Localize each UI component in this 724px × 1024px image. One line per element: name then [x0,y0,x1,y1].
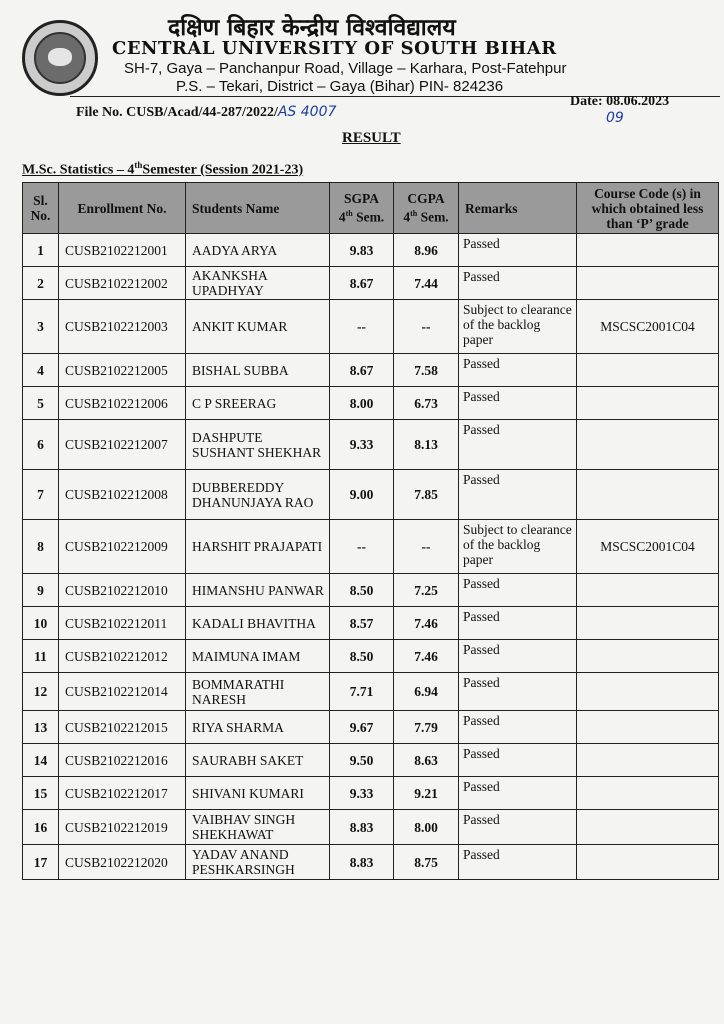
cell-sl: 4 [23,354,59,387]
header-remarks: Remarks [459,183,577,234]
university-name-hindi: दक्षिण बिहार केन्द्रीय विश्वविद्यालय [168,15,456,41]
cell-name: BISHAL SUBBA [186,354,330,387]
cell-remarks: Passed [459,673,577,711]
cell-enroll: CUSB2102212005 [59,354,186,387]
header-course-codes: Course Code (s) in which obtained less than ‘P’ grade [577,183,719,234]
cell-enroll: CUSB2102212007 [59,420,186,470]
table-row [23,520,719,574]
cell-course: MSCSC2001C04 [577,520,719,574]
cell-name: BOMMARATHI NARESH [186,673,330,711]
file-number: File No. CUSB/Acad/44-287/2022/AS 4007 [76,104,337,120]
cell-cgpa: 8.63 [394,744,459,777]
cell-cgpa: 8.75 [394,845,459,880]
cell-sgpa: -- [330,300,394,354]
cell-name: MAIMUNA IMAM [186,640,330,673]
cell-enroll: CUSB2102212001 [59,234,186,267]
cell-name: YADAV ANAND PESHKARSINGH [186,845,330,880]
cell-sl: 1 [23,234,59,267]
issue-date: Date: 08.06.2023 [570,94,670,109]
cell-enroll: CUSB2102212010 [59,574,186,607]
cell-sl: 3 [23,300,59,354]
cell-sgpa: 8.83 [330,810,394,845]
cell-name: RIYA SHARMA [186,711,330,744]
program-subtitle: M.Sc. Statistics – 4thSemester (Session 2021-23) [22,160,304,178]
header-sgpa: SGPA 4th Sem. [330,183,394,234]
cell-name: DUBBEREDDY DHANUNJAYA RAO [186,470,330,520]
table-row [23,574,719,607]
cell-remarks: Passed [459,810,577,845]
cell-course [577,354,719,387]
cell-name: KADALI BHAVITHA [186,607,330,640]
address-line-2: P.S. – Tekari, District – Gaya (Bihar) PIN- 824236 [176,78,504,95]
cell-enroll: CUSB2102212009 [59,520,186,574]
cell-remarks: Subject to clearance of the backlog paper [459,300,577,354]
cell-cgpa: 7.79 [394,711,459,744]
cell-remarks: Passed [459,470,577,520]
cell-name: AKANKSHA UPADHYAY [186,267,330,300]
cell-enroll: CUSB2102212002 [59,267,186,300]
cell-cgpa: 6.94 [394,673,459,711]
cell-remarks: Passed [459,574,577,607]
table-row [23,387,719,420]
cell-course [577,420,719,470]
cell-sl: 12 [23,673,59,711]
cell-enroll: CUSB2102212020 [59,845,186,880]
table-row [23,607,719,640]
date-handwritten-note: 09 [606,110,624,126]
cell-course [577,673,719,711]
cell-enroll: CUSB2102212012 [59,640,186,673]
cell-sl: 16 [23,810,59,845]
cell-cgpa: 8.00 [394,810,459,845]
table-row [23,267,719,300]
cell-sl: 17 [23,845,59,880]
cell-remarks: Passed [459,744,577,777]
address-line-1: SH-7, Gaya – Panchanpur Road, Village – Karhara, Post-Fatehpur [124,60,567,77]
cell-sl: 2 [23,267,59,300]
cell-sl: 11 [23,640,59,673]
cell-cgpa: 7.85 [394,470,459,520]
cell-cgpa: 8.13 [394,420,459,470]
table-row [23,673,719,711]
cell-enroll: CUSB2102212016 [59,744,186,777]
cell-sl: 6 [23,420,59,470]
header-cgpa: CGPA 4th Sem. [394,183,459,234]
cell-course [577,777,719,810]
cell-sgpa: 9.00 [330,470,394,520]
cell-cgpa: 7.46 [394,607,459,640]
table-row [23,300,719,354]
cell-sl: 5 [23,387,59,420]
cell-remarks: Passed [459,607,577,640]
cell-remarks: Passed [459,845,577,880]
table-row [23,744,719,777]
cell-enroll: CUSB2102212011 [59,607,186,640]
cell-course [577,267,719,300]
cell-sgpa: 8.50 [330,574,394,607]
cell-name: DASHPUTE SUSHANT SHEKHAR [186,420,330,470]
cell-name: VAIBHAV SINGH SHEKHAWAT [186,810,330,845]
cell-sgpa: 8.00 [330,387,394,420]
cell-sgpa: 9.33 [330,777,394,810]
logo-emblem [34,32,86,84]
cell-sgpa: 8.83 [330,845,394,880]
cell-remarks: Passed [459,234,577,267]
cell-sl: 13 [23,711,59,744]
cell-sgpa: 8.50 [330,640,394,673]
cell-remarks: Passed [459,420,577,470]
table-row [23,845,719,880]
table-row [23,420,719,470]
table-row [23,810,719,845]
table-row [23,470,719,520]
table-header-row [23,183,719,234]
cell-course [577,387,719,420]
cell-enroll: CUSB2102212019 [59,810,186,845]
cell-name: ANKIT KUMAR [186,300,330,354]
cell-sgpa: 8.67 [330,267,394,300]
cell-enroll: CUSB2102212014 [59,673,186,711]
cell-enroll: CUSB2102212017 [59,777,186,810]
cell-enroll: CUSB2102212006 [59,387,186,420]
table-row [23,711,719,744]
cell-remarks: Subject to clearance of the backlog paper [459,520,577,574]
cell-sgpa: 7.71 [330,673,394,711]
cell-remarks: Passed [459,777,577,810]
cell-remarks: Passed [459,640,577,673]
cell-name: HARSHIT PRAJAPATI [186,520,330,574]
cell-cgpa: 7.58 [394,354,459,387]
cell-sgpa: 9.67 [330,711,394,744]
cell-cgpa: -- [394,300,459,354]
header-student-name: Students Name [186,183,330,234]
table-row [23,640,719,673]
cell-remarks: Passed [459,354,577,387]
cell-course [577,640,719,673]
cell-remarks: Passed [459,387,577,420]
page-title: RESULT [342,130,401,146]
cell-sl: 10 [23,607,59,640]
cell-sgpa: 8.67 [330,354,394,387]
cell-enroll: CUSB2102212008 [59,470,186,520]
cell-course [577,574,719,607]
cell-name: C P SREERAG [186,387,330,420]
cell-sgpa: 9.50 [330,744,394,777]
cell-cgpa: 8.96 [394,234,459,267]
cell-course [577,470,719,520]
cell-cgpa: 6.73 [394,387,459,420]
cell-cgpa: 9.21 [394,777,459,810]
cell-course [577,711,719,744]
cell-sl: 8 [23,520,59,574]
cell-sgpa: 9.83 [330,234,394,267]
cell-sl: 9 [23,574,59,607]
cell-course [577,234,719,267]
cell-cgpa: 7.25 [394,574,459,607]
cell-cgpa: 7.44 [394,267,459,300]
cell-course [577,607,719,640]
result-table [22,182,719,880]
cell-sgpa: 9.33 [330,420,394,470]
table-row [23,777,719,810]
cell-course: MSCSC2001C04 [577,300,719,354]
university-name-english: CENTRAL UNIVERSITY OF SOUTH BIHAR [112,38,557,59]
cell-remarks: Passed [459,267,577,300]
cell-name: AADYA ARYA [186,234,330,267]
cell-sl: 14 [23,744,59,777]
header-sl-no: Sl. No. [23,183,59,234]
cell-sgpa: 8.57 [330,607,394,640]
header-enrollment: Enrollment No. [59,183,186,234]
cell-sgpa: -- [330,520,394,574]
file-number-handwritten: AS 4007 [277,104,337,120]
cell-name: SAURABH SAKET [186,744,330,777]
cell-name: HIMANSHU PANWAR [186,574,330,607]
cell-name: SHIVANI KUMARI [186,777,330,810]
cell-cgpa: 7.46 [394,640,459,673]
table-row [23,354,719,387]
university-logo [22,20,98,96]
cell-enroll: CUSB2102212015 [59,711,186,744]
cell-course [577,744,719,777]
cell-sl: 7 [23,470,59,520]
table-row [23,234,719,267]
cell-cgpa: -- [394,520,459,574]
cell-remarks: Passed [459,711,577,744]
cell-course [577,810,719,845]
cell-sl: 15 [23,777,59,810]
cell-enroll: CUSB2102212003 [59,300,186,354]
cell-course [577,845,719,880]
